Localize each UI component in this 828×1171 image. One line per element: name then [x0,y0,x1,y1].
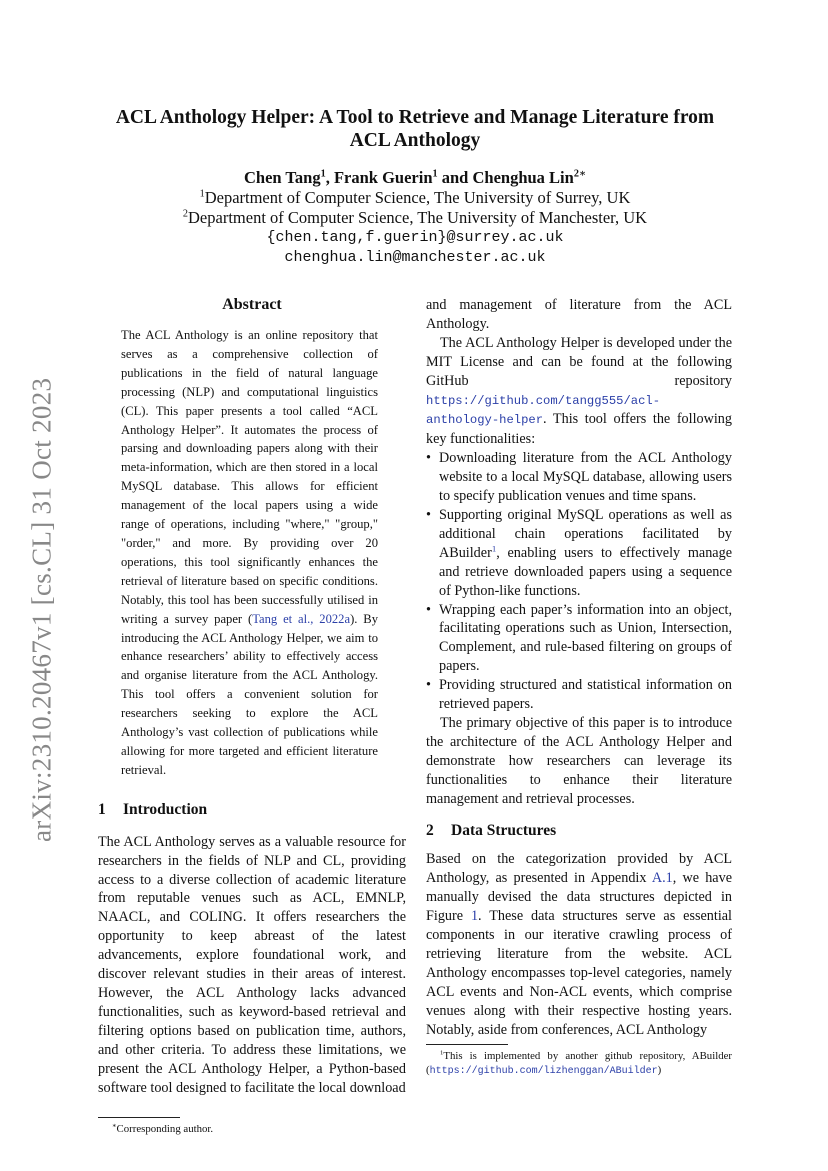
author-separator: and [437,168,473,187]
right-column [426,296,732,1079]
list-item-text: Downloading literature from the ACL Anthology website to a local MySQL database, allowing users to specify publication venues and time spans. [439,450,732,505]
bullet-icon: • [426,677,431,694]
list-item-text: , enabling users to effectively manage and retrieve downloaded papers using a sequence of Python-like functions. [439,544,732,599]
list-item-text: Providing structured and statistical information on retrieved papers. [439,677,732,713]
section-number: 2 [426,822,434,840]
paragraph-text: . These data structures serve as essential components in our iterative crawling process of retrieving literature from the website. ACL Anthology encompasses top-level categories, namely ACL events and Non-ACL events, which comprise venues along with their respective hosting years. Notably, aside from conferences, ACL Anthology [426,908,733,1038]
section-title: Data Structures [451,822,557,840]
abstract-body: The ACL Anthology is an online repository that serves as a comprehensive collection of publications in the field of natural language processing (NLP) and computational linguistics (CL). This paper presents a tool called “ACL Anthology Helper”. It automates the process of parsing and downloading papers along with their meta-information, which are then stored in a local MySQL database. This allows for efficient management of the local papers using a wide range of operations, including "where," "group," "order," and more. By providing over 20 operations, this tool significantly enhances the retrieval of literature based on specific conditions. Notably, this tool has been successfully utilised in writing a survey paper ( [121,328,378,626]
footnote-corresponding [98,1122,406,1136]
author-name: Chenghua Lin [472,168,574,187]
paragraph-text: Based on the categorization provided by ACL Anthology, as presented in Appendix [426,851,732,887]
footnote-text: This is implemented by another github repository, ABuilder ( [426,1049,732,1076]
figure-ref-link[interactable]: 1 [470,908,479,925]
arxiv-identifier: arXiv:2310.20467v1 [cs.CL] 31 Oct 2023 [26,377,57,843]
abuilder-repo-link[interactable]: https://github.com/lizhenggan/ABuilder [429,1065,658,1077]
abstract-heading: Abstract [222,296,282,313]
affiliation-mark: 1 [432,168,438,180]
affiliation-2 [100,208,730,228]
affiliation-text: Department of Computer Science, The University of Manchester, UK [188,208,648,227]
section-heading [426,822,732,840]
author-name: Frank Guerin [333,168,433,187]
intro-paragraph-continued: and management of literature from the ACL Anthology. [426,297,732,332]
affiliation-1 [100,188,730,208]
footnote-area [98,1117,406,1136]
affiliation-mark: 2∗ [573,168,586,180]
affiliation-mark: 2 [182,208,189,220]
intro-paragraph: The primary objective of this paper is to introduce the architecture of the ACL Anthology Helper and demonstrate how researchers can leverage its functionalities to enhance their literature management and retrieval processes. [426,714,732,807]
author-names [100,168,730,188]
author-block [100,168,730,268]
footnote-area [426,1044,732,1079]
bullet-icon: • [426,450,431,467]
list-item [426,676,732,714]
list-item-text: Supporting original MySQL operations as well as additional chain operations facilitated by ABuilder [439,506,732,561]
footnote-ref-link[interactable]: 1 [491,543,497,554]
appendix-ref-link[interactable]: A.1 [651,870,673,887]
list-item-text: Wrapping each paper’s information into an object, facilitating operations such as Union, Intersection, Complement, and rule-based filtering on groups of papers. [439,601,732,675]
citation-link[interactable]: Tang et al., 2022a [252,611,351,626]
list-item [426,449,732,506]
footnote-rule [426,1044,508,1045]
left-column [98,296,406,1136]
footnote-mark: ∗ [112,1122,117,1130]
paragraph-text: The ACL Anthology Helper is developed under the MIT License and can be found at the following GitHub repository [426,334,732,389]
list-item [426,601,732,677]
data-structures-paragraph [426,850,732,1039]
section-number: 1 [98,800,106,818]
bullet-icon: • [426,506,431,523]
affiliation-mark: 1 [199,188,205,200]
paragraph-text: , we have manually devised the data structures depicted in Figure [426,870,732,925]
abstract-body: ). By introducing the ACL Anthology Helper, we aim to enhance researchers’ ability to effectively access and organise literature from the ACL Anthology. This tool offers a convenient solution for researchers seeking to explore the ACL Anthology’s vast collection of publications while allowing for more targeted and efficient literature retrieval. [121,611,378,777]
affiliation-mark: 1 [320,168,326,180]
section-title: Introduction [123,800,208,818]
abstract-text [121,326,378,780]
email-line: {chen.tang,f.guerin}@surrey.ac.uk [266,229,564,246]
bullet-icon: • [426,601,431,618]
section-heading [98,801,406,819]
footnote-text: ) [657,1063,662,1076]
paragraph-text: . This tool offers the following key functionalities: [426,411,732,448]
footnote-mark: 1 [440,1048,444,1056]
footnote-text: Corresponding author. [116,1123,214,1136]
intro-paragraph: The ACL Anthology serves as a valuable resource for researchers in the fields of NLP and CL, providing access to a diverse collection of academic literature from reputable venues such as ACL, EMNLP, NAACL, and COLING. It offers researchers the opportunity to keep abreast of the latest advancements, explore foundational work, and discover relevant studies in their areas of interest. However, the ACL Anthology lacks advanced functionalities, such as keyword-based retrieval and filtering options based on publication time, authors, and other criteria. To address these limitations, we present the ACL Anthology Helper, a Python-based software tool designed to facilitate the local download [98,833,406,1096]
functionality-list [426,449,732,714]
intro-paragraph [426,334,732,449]
author-separator: , [325,168,334,187]
list-item [426,506,732,601]
footnote-abuilder [426,1049,732,1079]
author-name: Chen Tang [244,168,321,187]
github-repo-link[interactable]: https://github.com/tangg555/acl-anthology-helper [426,393,661,428]
footnote-rule [98,1117,180,1118]
affiliation-text: Department of Computer Science, The University of Surrey, UK [204,188,631,207]
email-line: chenghua.lin@manchester.ac.uk [284,249,546,266]
paper-title: ACL Anthology Helper: A Tool to Retrieve and Manage Literature from ACL Anthology [115,107,715,151]
